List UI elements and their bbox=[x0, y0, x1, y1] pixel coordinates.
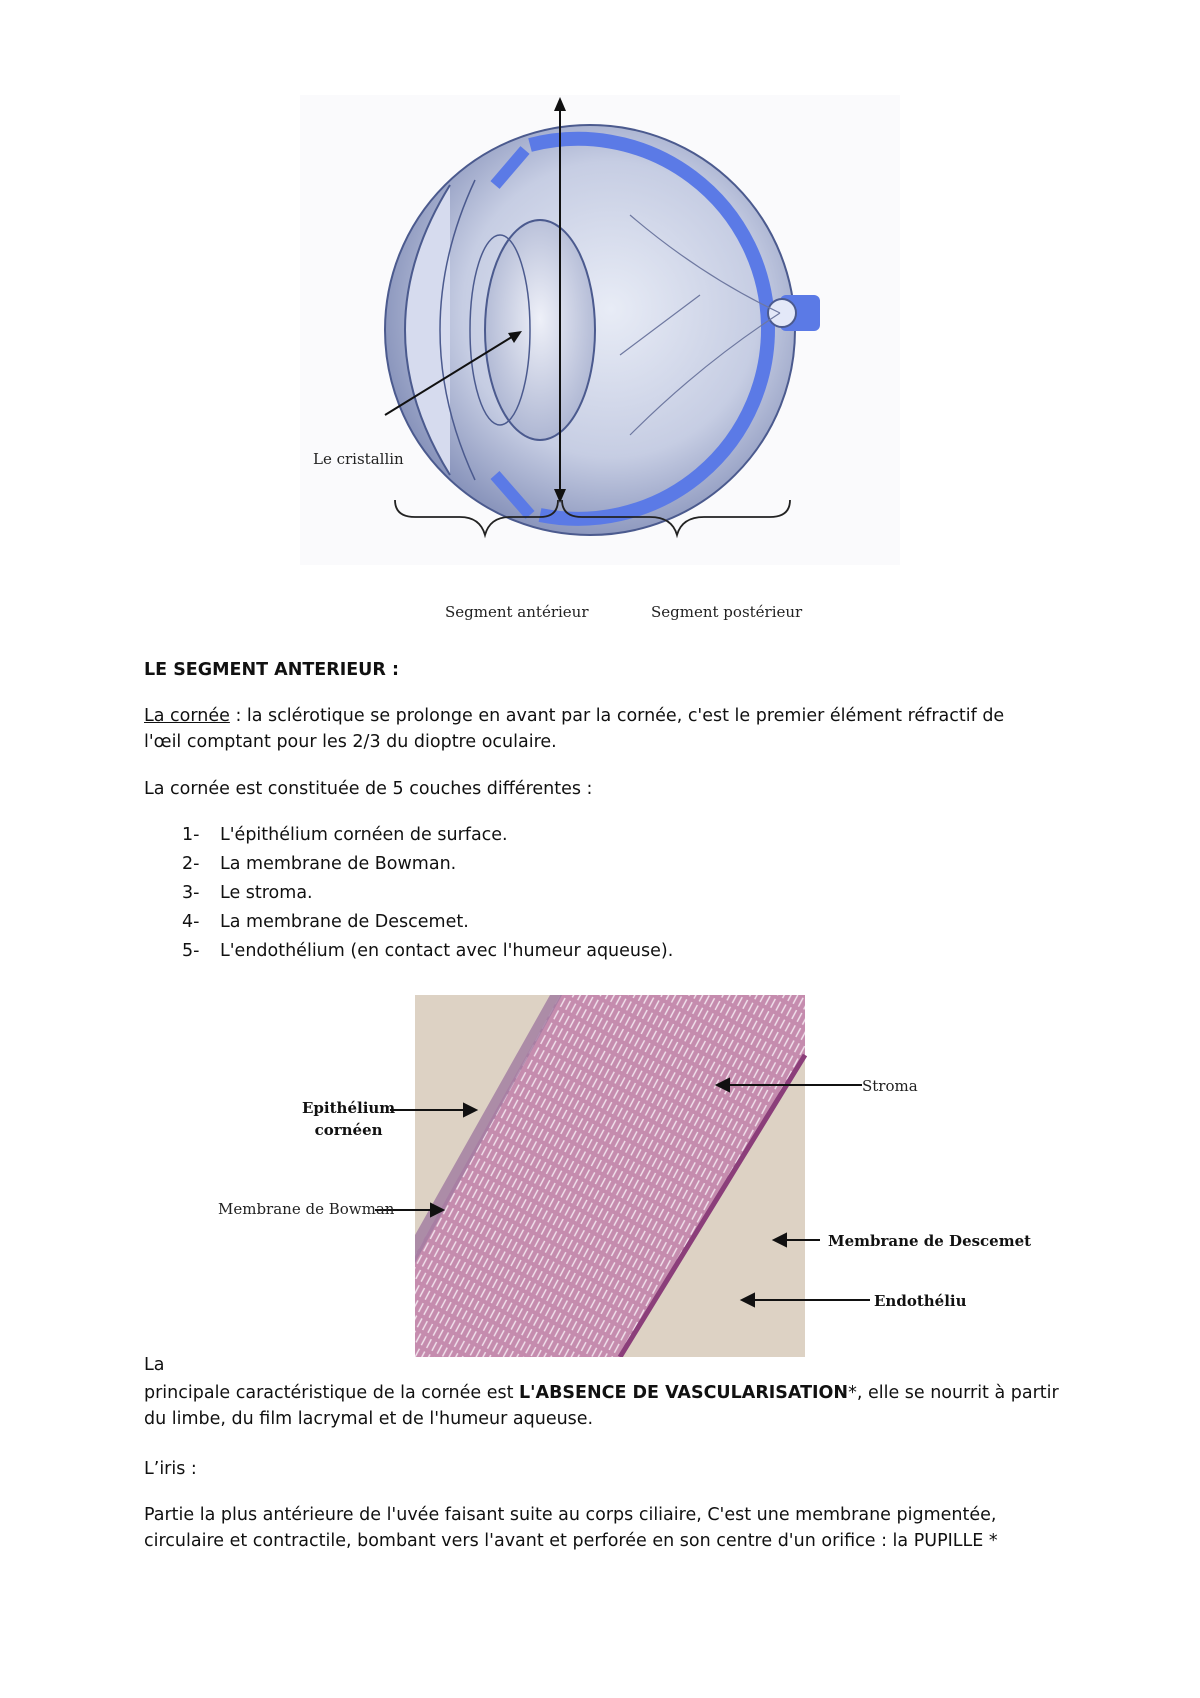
cornea-layers-intro: La cornée est constituée de 5 couches différentes : bbox=[144, 779, 593, 799]
cornea-definition-line1: : la sclérotique se prolonge en avant par la cornée, c'est le premier élément réfractif de bbox=[229, 706, 1005, 726]
label-posterior-segment: Segment postérieur bbox=[651, 603, 803, 621]
list-item-number: 4- bbox=[182, 912, 200, 932]
list-item-text: La membrane de Descemet. bbox=[220, 912, 469, 932]
characteristic-line1-end: *, elle se nourrit à partir bbox=[848, 1383, 1059, 1403]
list-item bbox=[182, 937, 673, 966]
cornea-definition bbox=[144, 703, 1074, 755]
cornea-term: La cornée bbox=[144, 706, 230, 726]
characteristic-line2: du limbe, du film lacrymal et de l'humeur aqueuse. bbox=[144, 1409, 594, 1429]
list-item-text: L'épithélium cornéen de surface. bbox=[220, 825, 508, 845]
label-descemet: Membrane de Descemet bbox=[828, 1232, 1032, 1250]
section-title: LE SEGMENT ANTERIEUR : bbox=[144, 660, 399, 680]
list-item-number: 3- bbox=[182, 883, 200, 903]
list-item-text: La membrane de Bowman. bbox=[220, 854, 457, 874]
iris-title: L’iris : bbox=[144, 1459, 197, 1479]
label-stroma: Stroma bbox=[862, 1077, 918, 1095]
list-item-text: L'endothélium (en contact avec l'humeur aqueuse). bbox=[220, 941, 674, 961]
list-item-number: 2- bbox=[182, 854, 200, 874]
label-lens: Le cristallin bbox=[313, 450, 404, 468]
label-anterior-segment: Segment antérieur bbox=[445, 603, 589, 621]
iris-line1: Partie la plus antérieure de l'uvée faisant suite au corps ciliaire, C'est une membrane pigmentée, bbox=[144, 1505, 997, 1525]
characteristic-start: La bbox=[144, 1355, 165, 1375]
cornea-definition-line2: l'œil comptant pour les 2/3 du dioptre oculaire. bbox=[144, 732, 557, 752]
iris-paragraph bbox=[144, 1502, 1104, 1554]
list-item bbox=[182, 821, 673, 850]
iris-line2: circulaire et contractile, bombant vers l'avant et perforée en son centre d'un orifice : la PUPILLE * bbox=[144, 1531, 998, 1551]
list-item bbox=[182, 908, 673, 937]
label-endothelium: Endothéliu bbox=[874, 1292, 967, 1310]
absence-vascularisation: L'ABSENCE DE VASCULARISATION bbox=[519, 1383, 849, 1403]
eye-diagram-figure bbox=[300, 95, 900, 635]
label-epithelium-line1: Epithélium bbox=[302, 1099, 396, 1117]
eye-diagram-illustration bbox=[300, 95, 900, 635]
list-item-text: Le stroma. bbox=[220, 883, 313, 903]
label-epithelium bbox=[302, 1097, 395, 1141]
label-epithelium-line2: cornéen bbox=[314, 1121, 383, 1139]
characteristic-line1-start: principale caractéristique de la cornée est bbox=[144, 1383, 520, 1403]
cornea-layers-list bbox=[182, 821, 673, 966]
list-item bbox=[182, 850, 673, 879]
list-item-number: 1- bbox=[182, 825, 200, 845]
list-item-number: 5- bbox=[182, 941, 200, 961]
label-bowman: Membrane de Bowman bbox=[218, 1200, 395, 1218]
list-item bbox=[182, 879, 673, 908]
characteristic-paragraph bbox=[144, 1380, 1084, 1432]
